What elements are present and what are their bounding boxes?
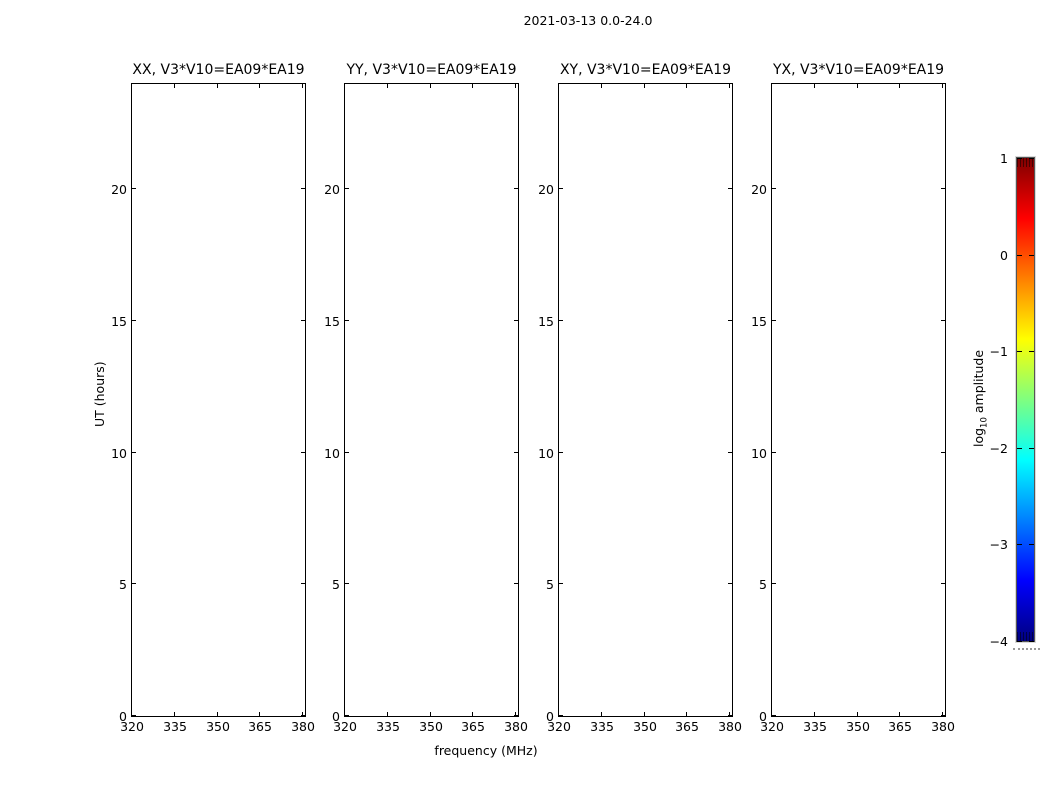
y-tick xyxy=(132,583,136,584)
colorbar-tick xyxy=(1017,544,1022,545)
x-tick-label: 380 xyxy=(718,719,742,734)
x-tick-label: 335 xyxy=(803,719,827,734)
panel-xx-plot-area xyxy=(131,83,306,717)
colorbar-tick-right xyxy=(1029,641,1034,642)
x-tick-top xyxy=(472,84,473,88)
y-tick xyxy=(559,320,563,321)
y-tick-label: 10 xyxy=(111,446,127,461)
y-tick-label: 5 xyxy=(119,577,127,592)
x-tick-top xyxy=(771,84,772,88)
y-tick-right xyxy=(941,188,945,189)
y-tick xyxy=(345,715,349,716)
y-tick-label: 15 xyxy=(751,314,767,329)
x-tick xyxy=(899,712,900,716)
figure-title: 2021-03-13 0.0-24.0 xyxy=(523,13,653,28)
x-tick xyxy=(857,712,858,716)
y-tick-label: 10 xyxy=(751,446,767,461)
y-tick-label: 20 xyxy=(324,182,340,197)
colorbar-tick-right xyxy=(1029,158,1034,159)
panel-xy-plot-area xyxy=(558,83,733,717)
x-tick-label: 380 xyxy=(291,719,315,734)
colorbar-tick-right xyxy=(1029,544,1034,545)
panel-yy-plot-area xyxy=(344,83,519,717)
panel-title-yx: YX, V3*V10=EA09*EA19 xyxy=(772,62,945,78)
panel-title-yy: YY, V3*V10=EA09*EA19 xyxy=(346,62,517,78)
x-tick xyxy=(387,712,388,716)
y-tick xyxy=(772,583,776,584)
x-tick-top xyxy=(601,84,602,88)
colorbar-axis-label: $\log_{10}$ amplitude xyxy=(971,349,990,447)
colorbar-hatch-top-icon xyxy=(1017,158,1034,167)
colorbar-gradient xyxy=(1016,157,1035,642)
y-tick-label: 20 xyxy=(751,182,767,197)
y-tick xyxy=(559,715,563,716)
x-tick-label: 350 xyxy=(419,719,443,734)
panel-title-xx: XX, V3*V10=EA09*EA19 xyxy=(132,62,305,78)
x-tick-top xyxy=(899,84,900,88)
x-tick-top xyxy=(558,84,559,88)
x-tick-label: 365 xyxy=(675,719,699,734)
colorbar-tick-right xyxy=(1029,351,1034,352)
x-tick-label: 350 xyxy=(633,719,657,734)
x-tick-top xyxy=(686,84,687,88)
y-tick-right xyxy=(941,320,945,321)
x-tick-label: 320 xyxy=(120,719,144,734)
y-tick xyxy=(559,583,563,584)
x-tick xyxy=(644,712,645,716)
x-tick xyxy=(174,712,175,716)
y-tick xyxy=(772,188,776,189)
y-tick-label: 10 xyxy=(538,446,554,461)
x-tick-label: 365 xyxy=(461,719,485,734)
x-tick xyxy=(430,712,431,716)
y-tick-label: 0 xyxy=(759,709,767,724)
x-tick-top xyxy=(814,84,815,88)
y-tick-label: 15 xyxy=(324,314,340,329)
y-tick xyxy=(132,188,136,189)
y-tick xyxy=(132,320,136,321)
x-tick-top xyxy=(217,84,218,88)
x-tick-top xyxy=(729,84,730,88)
colorbar-hatch-bottom-icon xyxy=(1017,632,1034,641)
x-tick xyxy=(217,712,218,716)
y-tick-right xyxy=(941,715,945,716)
y-tick-right xyxy=(941,452,945,453)
y-tick-label: 20 xyxy=(111,182,127,197)
x-tick-label: 320 xyxy=(547,719,571,734)
x-tick-label: 335 xyxy=(376,719,400,734)
x-tick-top xyxy=(430,84,431,88)
colorbar-tick-label: 1 xyxy=(1000,151,1008,166)
y-tick xyxy=(345,452,349,453)
x-tick-top xyxy=(942,84,943,88)
x-tick-top xyxy=(857,84,858,88)
x-tick-top xyxy=(387,84,388,88)
y-tick-label: 10 xyxy=(324,446,340,461)
panel-title-xy: XY, V3*V10=EA09*EA19 xyxy=(559,62,732,78)
y-tick-label: 15 xyxy=(538,314,554,329)
y-tick-label: 0 xyxy=(546,709,554,724)
y-tick xyxy=(132,452,136,453)
y-tick xyxy=(772,452,776,453)
x-tick-top xyxy=(131,84,132,88)
colorbar-tick-label: 0 xyxy=(1000,248,1008,263)
y-tick-label: 5 xyxy=(546,577,554,592)
colorbar-tick-label: −4 xyxy=(989,634,1008,649)
y-tick xyxy=(345,583,349,584)
y-tick xyxy=(772,715,776,716)
x-tick-top xyxy=(302,84,303,88)
x-tick xyxy=(601,712,602,716)
x-tick-label: 350 xyxy=(846,719,870,734)
x-tick-label: 335 xyxy=(590,719,614,734)
colorbar-tick xyxy=(1017,158,1022,159)
colorbar-tick-right xyxy=(1029,255,1034,256)
colorbar-tick-label: −2 xyxy=(989,441,1008,456)
y-tick-right xyxy=(941,583,945,584)
colorbar-tick-label: −3 xyxy=(989,537,1008,552)
x-tick-label: 350 xyxy=(206,719,230,734)
colorbar-tick-label: −1 xyxy=(989,344,1008,359)
y-tick xyxy=(559,452,563,453)
y-tick xyxy=(345,188,349,189)
x-tick-label: 380 xyxy=(504,719,528,734)
x-tick-label: 320 xyxy=(760,719,784,734)
colorbar-tick xyxy=(1017,448,1022,449)
y-tick-label: 15 xyxy=(111,314,127,329)
x-tick-top xyxy=(174,84,175,88)
colorbar-tick-right xyxy=(1029,448,1034,449)
x-tick-top xyxy=(344,84,345,88)
y-tick xyxy=(345,320,349,321)
x-tick-label: 320 xyxy=(333,719,357,734)
y-tick-label: 20 xyxy=(538,182,554,197)
x-tick-top xyxy=(259,84,260,88)
y-tick-label: 0 xyxy=(119,709,127,724)
colorbar-tick xyxy=(1017,641,1022,642)
x-tick xyxy=(472,712,473,716)
x-tick-label: 335 xyxy=(163,719,187,734)
y-tick-label: 5 xyxy=(759,577,767,592)
y-tick xyxy=(132,715,136,716)
x-tick xyxy=(259,712,260,716)
panel-yx-plot-area xyxy=(771,83,946,717)
x-tick xyxy=(686,712,687,716)
x-tick xyxy=(814,712,815,716)
x-tick-label: 380 xyxy=(931,719,955,734)
x-tick-label: 365 xyxy=(888,719,912,734)
x-tick-top xyxy=(515,84,516,88)
y-tick xyxy=(559,188,563,189)
y-tick xyxy=(772,320,776,321)
x-tick-label: 365 xyxy=(248,719,272,734)
colorbar-tick xyxy=(1017,351,1022,352)
y-tick-label: 5 xyxy=(332,577,340,592)
colorbar-underline-dots xyxy=(1013,648,1040,650)
y-tick-label: 0 xyxy=(332,709,340,724)
x-axis-label: frequency (MHz) xyxy=(434,743,538,758)
y-axis-label: UT (hours) xyxy=(92,361,107,427)
x-tick-top xyxy=(644,84,645,88)
colorbar-tick xyxy=(1017,255,1022,256)
